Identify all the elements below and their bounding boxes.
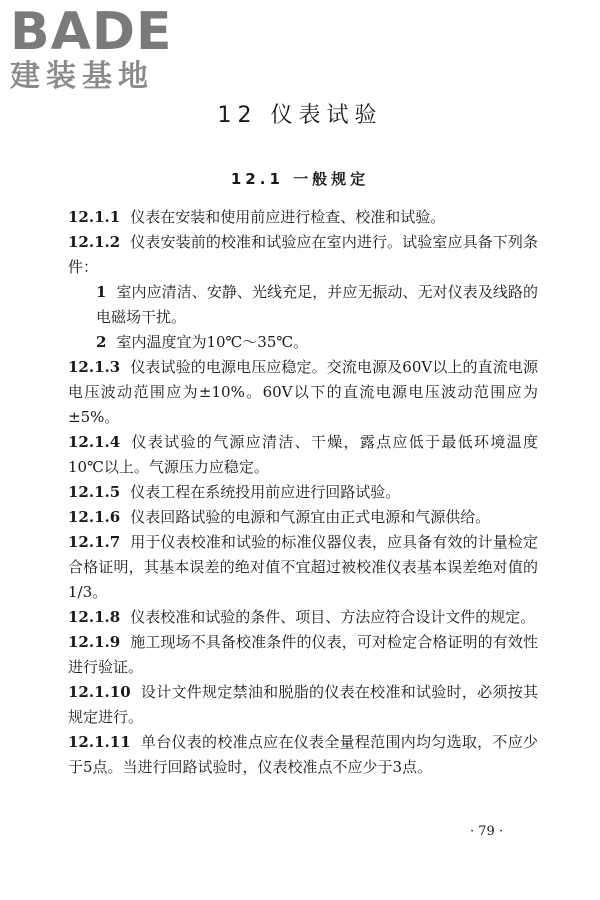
paragraph-12-1-8: 12.1.8 仪表校准和试验的条件、项目、方法应符合设计文件的规定。 (68, 608, 536, 626)
paragraph-12-1-7: 12.1.7 用于仪表校准和试验的标准仪器仪表，应具备有效的计量检定合格证明，其基本误差的绝对值不宜超过被校准仪表基本误差绝对值的1/3。 (68, 533, 538, 601)
paragraph-12-1-1: 12.1.1 仪表在安装和使用前应进行检查、校准和试验。 (68, 208, 446, 226)
logo-subtitle: 建装基地 (10, 59, 154, 94)
paragraph-12-1-11: 12.1.11 单台仪表的校准点应在仪表全量程范围内均匀选取，不应少于5点。当进行回路试验时，仪表校准点不应少于3点。 (68, 733, 538, 776)
paragraph-12-1-4: 12.1.4 仪表试验的气源应清洁、干燥，露点应低于最低环境温度10℃以上。气源压力应稳定。 (68, 433, 538, 476)
paragraph-12-1-3: 12.1.3 仪表试验的电源电压应稳定。交流电源及60V以上的直流电源电压波动范围应为±10%。60V以下的直流电源电压波动范围应为±5%。 (68, 358, 538, 426)
section-title: 12.1 一般规定 (230, 170, 370, 188)
logo (10, 4, 180, 96)
page-number: · 79 · (470, 824, 504, 839)
chapter-title: 12 仪表试验 (217, 103, 383, 128)
paragraph-12-1-2: 12.1.2 仪表安装前的校准和试验应在室内进行。试验室应具备下列条件： (68, 233, 538, 276)
list-item-1: 1 室内应清洁、安静、光线充足，并应无振动、无对仪表及线路的电磁场干扰。 (96, 283, 538, 326)
paragraph-12-1-9: 12.1.9 施工现场不具备校准条件的仪表，可对检定合格证明的有效性进行验证。 (68, 633, 538, 676)
paragraph-12-1-10: 12.1.10 设计文件规定禁油和脱脂的仪表在校准和试验时，必须按其规定进行。 (68, 683, 538, 726)
paragraph-12-1-5: 12.1.5 仪表工程在系统投用前应进行回路试验。 (68, 483, 401, 501)
list-item-2: 2 室内温度宜为10℃～35℃。 (96, 333, 309, 351)
document-body (68, 205, 538, 780)
paragraph-12-1-6: 12.1.6 仪表回路试验的电源和气源宜由正式电源和气源供给。 (68, 508, 491, 526)
logo-word: BADE (10, 2, 173, 62)
